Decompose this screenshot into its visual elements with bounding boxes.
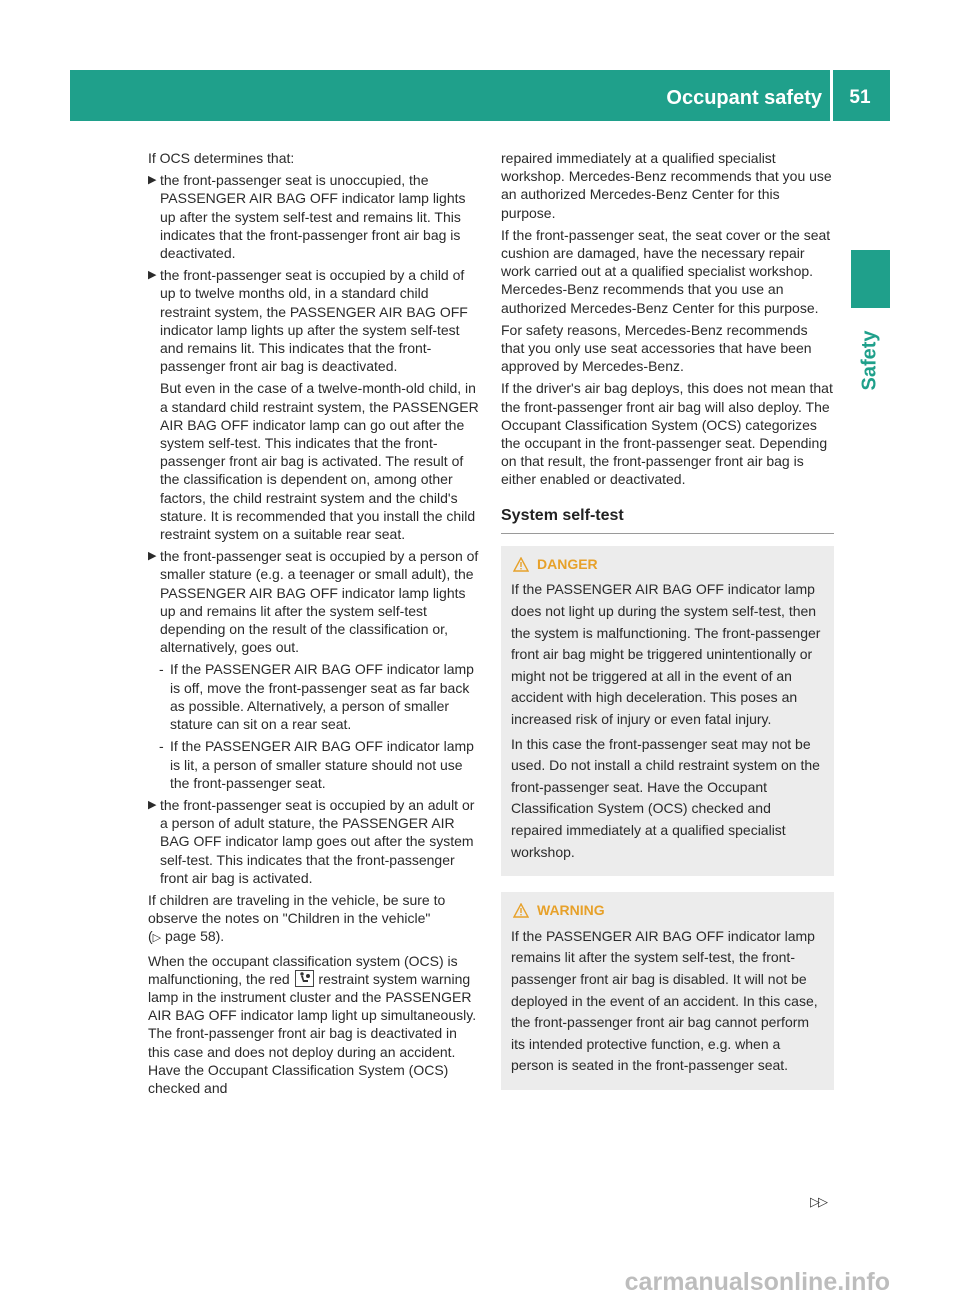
list-item: ▶ the front-passenger seat is occupied by an adult or a person of adult stature, the PASSENGER AIR BAG OFF indicator lamp goes out after the system self-test. This indicates that the front-passenger front air bag is activated. (148, 796, 475, 886)
page-reference-link[interactable]: page 58 (165, 928, 216, 945)
bullet-icon: ▶ (148, 798, 157, 811)
paragraph: For safety reasons, Mercedes-Benz recommends that you only use seat accessories that have been approved by Mercedes-Benz. (501, 321, 812, 375)
warning-triangle-icon (513, 557, 529, 572)
side-marker (851, 250, 890, 308)
dash-icon: - (159, 661, 164, 678)
danger-text: In this case the front-passenger seat may not be used. Do not install a child restraint system on the front-passenger seat. Have the Occupant Classification System (OCS) checked and repaired immediately at a qualified specialist workshop. (511, 735, 820, 860)
sub-list-item: - If the PASSENGER AIR BAG OFF indicator lamp is lit, a person of smaller stature should not use the front-passenger seat. (159, 738, 474, 791)
warning-text: If the PASSENGER AIR BAG OFF indicator lamp remains lit after the system self-test, the front-passenger front air bag is disabled. It will not be deployed in the event of an accident. In this case, the front-passenger front air bag cannot perform its intended protective function, e.g. when a person is seated in the front-passenger seat. (511, 927, 818, 1074)
malfunction-text: When the occupant classification system (OCS) is malfunctioning, the red restraint system warning lamp in the instrument cluster and the PASSENGER AIR BAG OFF indicator lamp light up simultaneously. The front-passenger front air bag is deactivated in this case and does not deploy during an accident. Have the Occupant Classification System (OCS) checked and (148, 952, 477, 1096)
children-note: If children are traveling in the vehicle, be sure to observe the notes on "Children in the vehicle" (▷ page 58). (148, 891, 446, 945)
dash-icon: - (159, 738, 164, 755)
danger-title: DANGER (537, 555, 598, 572)
bullet-icon: ▶ (148, 550, 157, 563)
page-ref-arrow-icon: ▷ (152, 932, 162, 945)
watermark: carmanualsonline.info (624, 1268, 890, 1296)
list-item-continuation: But even in the case of a twelve-month-old child, in a standard child restraint system, the PASSENGER AIR BAG OFF indicator lamp can go out after the system self-test. This indicates that the front-passenger front air bag is activated. The result of the classification is dependent on, among other factors, the child restraint system and the child's stature. It is recommended that you install the child restraint system on a suitable rear seat. (160, 380, 479, 543)
continued-arrow-icon: ▷▷ (810, 1194, 826, 1209)
bullet-icon: ▶ (148, 174, 157, 187)
list-item: ▶ the front-passenger seat is unoccupied, the PASSENGER AIR BAG OFF indicator lamp lights up after the system self-test and remains lit. This indicates that the front-passenger front air bag is deactivated. (148, 172, 466, 262)
list-item: ▶ the front-passenger seat is occupied by a child of up to twelve months old, in a standard child restraint system, the PASSENGER AIR BAG OFF indicator lamp lights up after the system self-test and remains lit. This indicates that the front-passenger front air bag is deactivated. (148, 267, 468, 375)
danger-header (511, 554, 824, 576)
side-tab (847, 320, 893, 400)
side-tab-label: Safety (858, 329, 881, 391)
left-column (148, 149, 480, 1101)
paragraph: repaired immediately at a qualified specialist workshop. Mercedes-Benz recommends that you use an authorized Mercedes-Benz Center for this purpose. (501, 150, 832, 221)
warning-triangle-icon (513, 903, 529, 918)
page-title: Occupant safety (666, 87, 822, 109)
sub-list-item: - If the PASSENGER AIR BAG OFF indicator lamp is off, move the front-passenger seat as far back as possible. Alternatively, a person of smaller stature can sit on a rear seat. (159, 661, 474, 733)
danger-box (501, 546, 834, 876)
intro-text: If OCS determines that: (148, 150, 295, 166)
bullet-icon: ▶ (148, 269, 157, 282)
warning-box (501, 892, 834, 1090)
paragraph: If the driver's air bag deploys, this does not mean that the front-passenger front air bag will also deploy. The Occupant Classification System (OCS) categorizes the occupant in the front-passenger seat. Depending on that result, the front-passenger front air bag is either enabled or deactivated. (501, 380, 833, 488)
warning-title: WARNING (537, 902, 605, 919)
right-column (501, 149, 834, 1090)
warning-header (511, 900, 824, 922)
paragraph: If the front-passenger seat, the seat cover or the seat cushion are damaged, have the necessary repair work carried out at a qualified specialist workshop. Mercedes-Benz recommends that you use an authorized Mercedes-Benz Center for this purpose. (501, 226, 831, 316)
page-number: 51 (849, 87, 871, 108)
danger-text: If the PASSENGER AIR BAG OFF indicator lamp does not light up during the system self-test, then the system is malfunctioning. The front-passenger front air bag might be triggered unintentionally or might not be triggered at all in the event of an accident with high deceleration. This poses an increased risk of injury or even fatal injury. (511, 581, 821, 728)
section-title: System self-test (501, 507, 834, 534)
seated-person-airbag-icon (295, 970, 314, 987)
header-divider (830, 70, 833, 121)
list-item: ▶ the front-passenger seat is occupied by a person of smaller stature (e.g. a teenager or small adult), the PASSENGER AIR BAG OFF indicator lamp lights up and remains lit after the system self-test depending on the result of the classification or, alternatively, goes out. (148, 548, 479, 656)
page-header (70, 70, 890, 121)
